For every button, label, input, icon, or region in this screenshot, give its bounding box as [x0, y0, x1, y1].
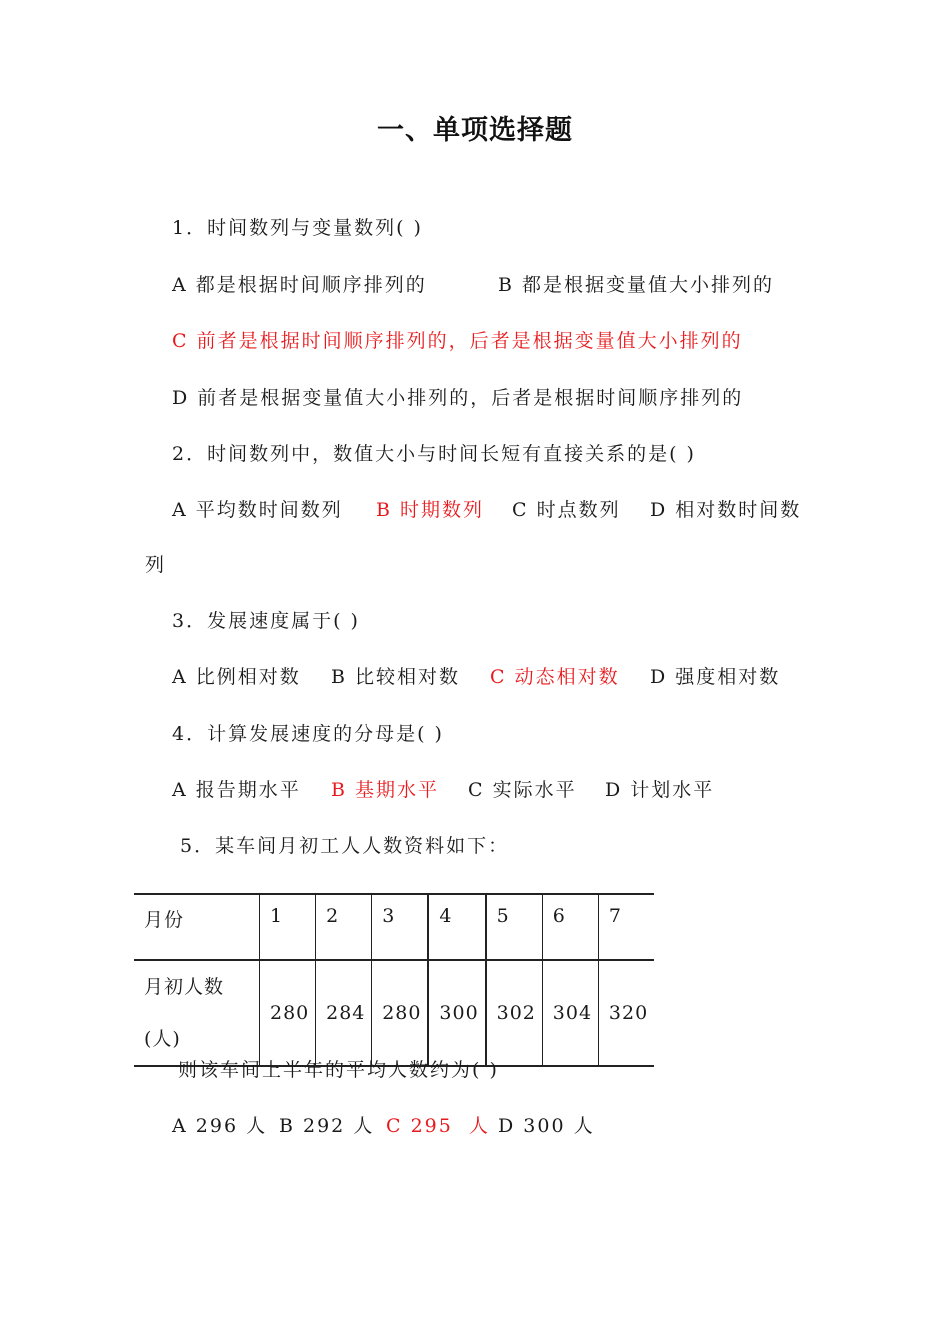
q1-stem: 1．时间数列与变量数列( )	[172, 217, 423, 239]
value-cell: 304	[542, 960, 598, 1066]
headcount-table	[134, 893, 654, 1067]
table-data-row	[134, 960, 654, 1066]
q3-stem: 3．发展速度属于( )	[172, 610, 360, 632]
month-cell: 3	[372, 894, 429, 960]
q4-stem: 4．计算发展速度的分母是( )	[172, 723, 444, 745]
value-cell: 280	[372, 960, 429, 1066]
q2-option-d-wrap: 列	[145, 554, 167, 576]
value-cell: 320	[598, 960, 654, 1066]
q2-option-a: A 平均数时间数列	[172, 499, 343, 521]
q3-option-a: A 比例相对数	[172, 666, 301, 688]
q5-option-c-answer: C 295 人	[386, 1115, 490, 1137]
value-cell: 300	[428, 960, 485, 1066]
q2-option-b-answer: B 时期数列	[376, 499, 485, 521]
row-label-cell	[134, 960, 260, 1066]
month-cell: 7	[598, 894, 654, 960]
table-header-row	[134, 894, 654, 960]
q3-option-c-answer: C 动态相对数	[490, 666, 620, 688]
q2-stem: 2．时间数列中，数值大小与时间长短有直接关系的是( )	[172, 443, 696, 465]
month-cell: 5	[486, 894, 543, 960]
q3-option-b: B 比较相对数	[331, 666, 461, 688]
q5-option-a: A 296 人	[172, 1115, 268, 1137]
q5-option-d: D 300 人	[498, 1115, 595, 1137]
section-title: 一、单项选择题	[377, 115, 573, 146]
q3-option-d: D 强度相对数	[650, 666, 781, 688]
q1-option-b: B 都是根据变量值大小排列的	[498, 274, 775, 296]
value-cell: 280	[260, 960, 316, 1066]
q2-option-d: D 相对数时间数	[650, 499, 802, 521]
q4-option-d: D 计划水平	[605, 779, 715, 801]
q1-option-a: A 都是根据时间顺序排列的	[172, 274, 427, 296]
q1-option-c-answer: C 前者是根据时间顺序排列的，后者是根据变量值大小排列的	[172, 330, 743, 352]
month-cell: 4	[428, 894, 485, 960]
month-cell: 1	[260, 894, 316, 960]
header-label-cell: 月份	[134, 894, 260, 960]
value-cell: 302	[486, 960, 543, 1066]
q4-option-b-answer: B 基期水平	[331, 779, 440, 801]
q1-option-d: D 前者是根据变量值大小排列的，后者是根据时间顺序排列的	[172, 387, 744, 409]
month-cell: 2	[316, 894, 372, 960]
q5-followup: 则该车间上半年的平均人数约为( )	[178, 1059, 499, 1081]
q5-option-b: B 292 人	[279, 1115, 375, 1137]
value-cell: 284	[316, 960, 372, 1066]
q4-option-c: C 实际水平	[468, 779, 577, 801]
q4-option-a: A 报告期水平	[172, 779, 301, 801]
month-cell: 6	[542, 894, 598, 960]
q2-option-c: C 时点数列	[512, 499, 621, 521]
row-label-line1: 月初人数	[144, 976, 225, 998]
row-label-line2: (人)	[144, 1028, 181, 1050]
q5-stem: 5．某车间月初工人人数资料如下：	[180, 835, 510, 857]
